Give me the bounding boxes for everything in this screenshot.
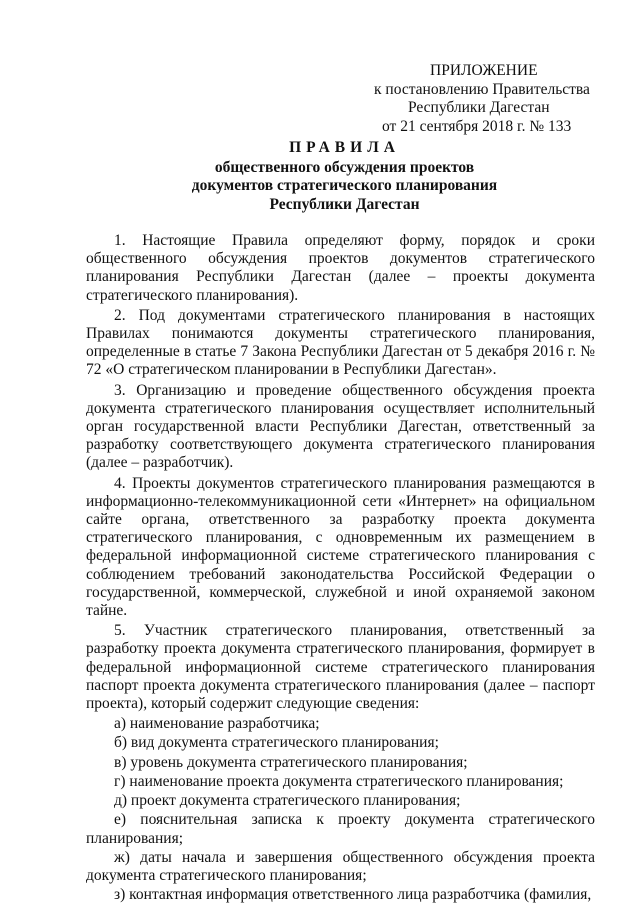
- paragraph-5: 5. Участник стратегического планирования, ответственный за разработку проекта документа стратегического планирования, формирует в федеральной информационной системе стратегического планирования паспорт проекта документа стратегического планирования (далее – паспорт проекта), который содержит следующие сведения:: [86, 622, 595, 713]
- appendix-block: [370, 62, 595, 136]
- paragraph-3: 3. Организацию и проведение общественного обсуждения проекта документа стратегического планирования осуществляет исполнительный орган государственной власти Республики Дагестан, ответственный за разработку соответствующего документа стратегического планирования (далее – разработчик).: [86, 381, 595, 472]
- list-item-z: з) контактная информация ответственного лица разработчика (фамилия,: [114, 886, 592, 904]
- paragraph-1: 1. Настоящие Правила определяют форму, порядок и сроки общественного обсуждения проектов документов стратегического планирования Республики Дагестан (далее – проекты документа стратегического планирования).: [86, 232, 595, 304]
- document-subtitle-line-3: Республики Дагестан: [269, 195, 420, 213]
- paragraph-4: 4. Проекты документов стратегического планирования размещаются в информационно-телекоммуникационной сети «Интернет» на официальном сайте органа, ответственного за разработку проекта документа стратегического планирования, с одновременным их размещением в федеральной информационной системе стратегического планирования с соблюдением требований законодательства Российской Федерации о государственной, коммерческой, служебной и иной охраняемой законом тайне.: [86, 474, 595, 620]
- list-item-d: д) проект документа стратегического планирования;: [114, 792, 461, 810]
- list-item-v: в) уровень документа стратегического планирования;: [114, 753, 468, 771]
- list-item-b: б) вид документа стратегического планирования;: [114, 734, 439, 752]
- list-item-g: г) наименование проекта документа стратегического планирования;: [114, 772, 564, 790]
- list-item-a: а) наименование разработчика;: [114, 715, 320, 733]
- appendix-title: ПРИЛОЖЕНИЕ: [430, 62, 538, 79]
- document-heading: [86, 139, 595, 214]
- document-body: [86, 232, 595, 904]
- appendix-line-2: Республики Дагестан: [408, 99, 550, 116]
- paragraph-2: 2. Под документами стратегического планирования в настоящих Правилах понимаются документы стратегического планирования, определенные в статье 7 Закона Республики Дагестан от 5 декабря 2016 г. № 72 «О стратегическом планировании в Республики Дагестан».: [86, 306, 595, 379]
- appendix-line-3: от 21 сентября 2018 г. № 133: [382, 117, 572, 135]
- document-subtitle-line-2: документов стратегического планирования: [191, 177, 498, 194]
- list-item-e: е) пояснительная записка к проекту документа стратегического планирования;: [86, 811, 595, 847]
- document-subtitle-line-1: общественного обсуждения проектов: [214, 158, 475, 176]
- appendix-line-1: к постановлению Правительства: [374, 80, 590, 98]
- list-item-zh: ж) даты начала и завершения общественного обсуждения проекта документа стратегического планирования;: [86, 848, 595, 884]
- document-title: ПРАВИЛА: [289, 139, 400, 156]
